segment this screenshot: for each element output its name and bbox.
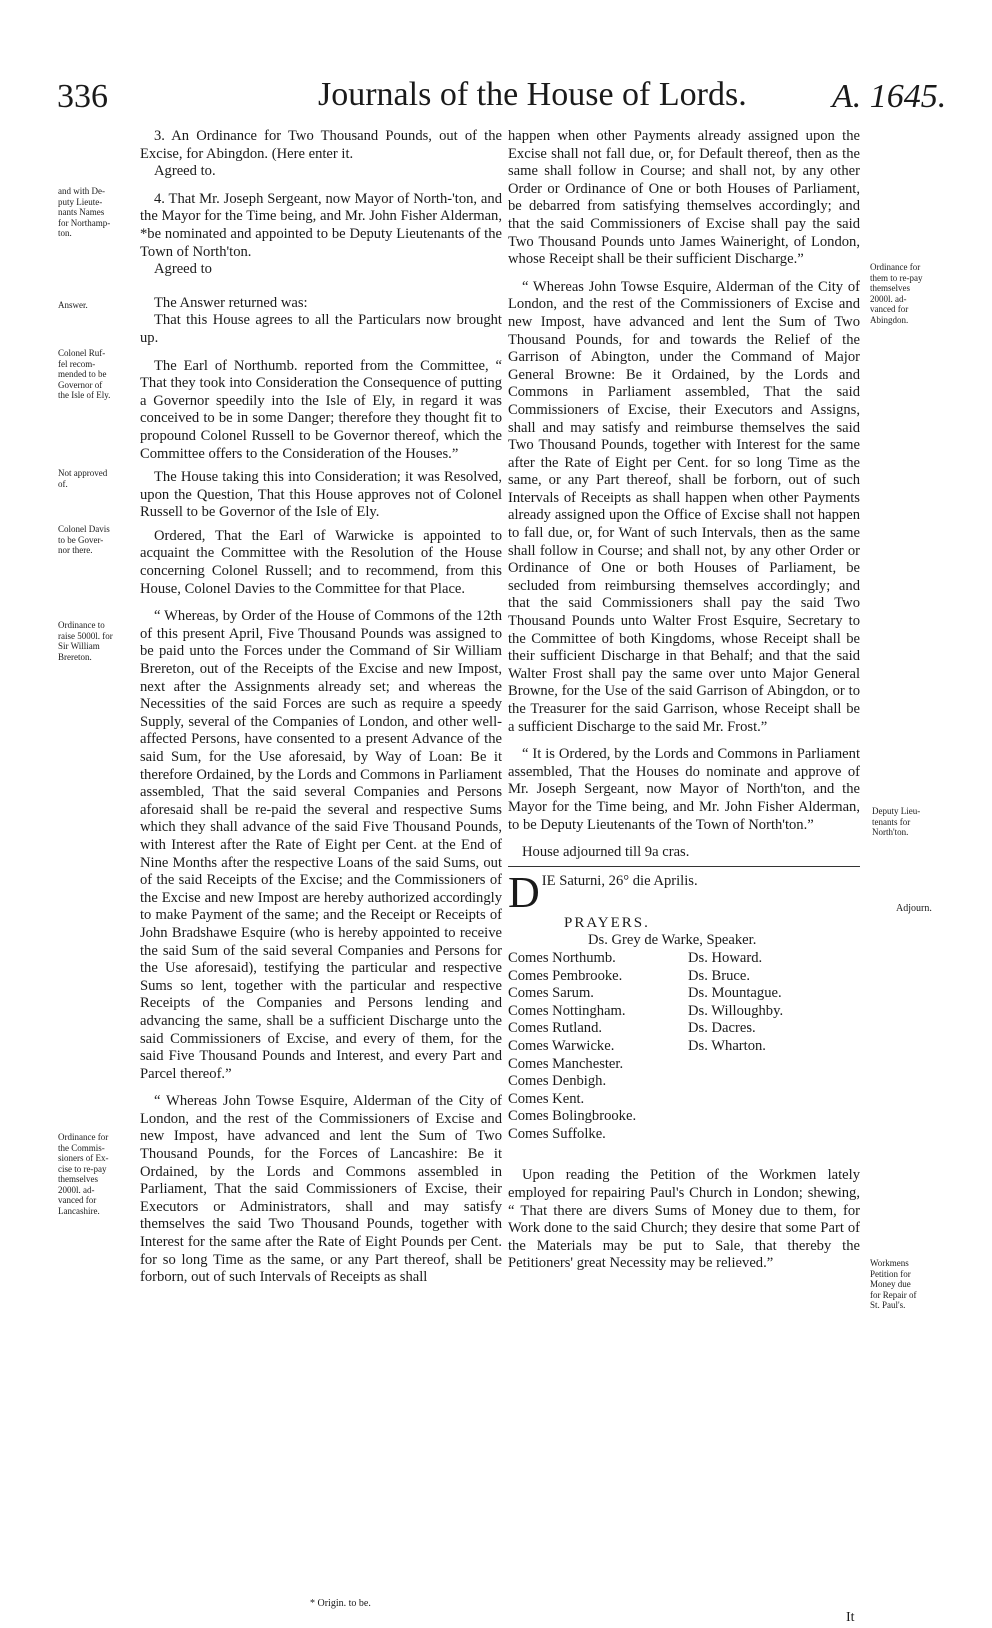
left-column — [140, 128, 502, 1287]
prayers-heading: PRAYERS. — [564, 914, 650, 931]
day-heading-text: IE Saturni, 26° die Aprilis. — [541, 872, 698, 889]
list-item: Comes Denbigh. — [508, 1073, 607, 1090]
page-number: 336 — [57, 78, 108, 115]
list-item: Comes Rutland. — [508, 1020, 603, 1037]
answer-heading: The Answer returned was: — [154, 294, 308, 311]
list-item: Ds. Wharton. — [688, 1037, 766, 1054]
list-item: Comes Kent. — [508, 1090, 585, 1107]
list-item: Ds. Howard. — [688, 949, 763, 966]
day-heading — [508, 867, 860, 917]
workmen-petition: Upon reading the Petition of the Workmen lately employed for repairing Paul's Church in London; shewing, “ That there are divers Sums of Money due to them, for Work done to the said Church; they desire that some Part of the Materials may be put to Sale, that thereby the Petitioners' great Necessity may be relieved.” — [508, 1167, 860, 1272]
margin-note-lancashire: Ordinance for the Commis- sioners of Ex- cise to re-pay themselves 2000l. ad- vanced for Lancashire. — [58, 1132, 109, 1216]
list-item: Comes Bolingbrooke. — [508, 1108, 637, 1125]
margin-note-deputy-lieutenants: and with De- puty Lieute- nants Names for Northamp- ton. — [58, 186, 111, 238]
margin-note-brereton: Ordinance to raise 5000l. for Sir William Brereton. — [58, 620, 113, 662]
list-item: Ds. Bruce. — [688, 967, 751, 984]
house-adjourned: House adjourned till 9a cras. — [522, 844, 690, 861]
speaker-line: Ds. Grey de Warke, Speaker. — [588, 932, 757, 949]
running-title: Journals of the House of Lords. — [318, 76, 747, 113]
page-header — [0, 72, 992, 122]
paragraph-ordered-warwicke: Ordered, That the Earl of Warwicke is appointed to acquaint the Committee with the Resolution of the House concerning Colonel Russell; and to recommend, from this House, Colonel Davies to the Committee for that Place. — [140, 527, 502, 597]
list-item: Comes Northumb. — [508, 949, 616, 966]
list-item: Comes Nottingham. — [508, 1002, 626, 1019]
drop-cap: D — [508, 867, 540, 917]
list-item: Comes Suffolke. — [508, 1125, 606, 1142]
attendance-comites — [508, 950, 688, 1144]
margin-note-colonel-russell: Colonel Ruf- fel recom- mended to be Governor of the Isle of Ely. — [58, 348, 111, 400]
answer-text: That this House agrees to all the Particulars now brought up. — [140, 312, 502, 346]
paragraph-russell-resolved: The House taking this into Consideration; it was Resolved, upon the Question, That this House approves not of Colonel Russell to be Governor of the Isle of Ely. — [140, 469, 502, 521]
list-item: Ds. Mountague. — [688, 985, 782, 1002]
margin-note-colonel-davis: Colonel Davis to be Gover- nor there. — [58, 524, 110, 555]
attendance-domini — [688, 950, 783, 1144]
list-item: Comes Manchester. — [508, 1055, 624, 1072]
margin-note-abingdon: Ordinance for them to re-pay themselves 2000l. ad- vanced for Abingdon. — [870, 262, 923, 325]
list-item: Ds. Dacres. — [688, 1020, 756, 1037]
list-item: Ds. Willoughby. — [688, 1002, 784, 1019]
ordinance-brereton: “ Whereas, by Order of the House of Commons of the 12th of this present April, Five Thousand Pounds was assigned to be paid unto the Forces under the Command of Sir William Brereton, out of the Receipts of the Excise and new Impost, next after the Assignments already set; and whereas the Necessities of the said Forces are such as require a speedy Supply, several of the Companies of London, and other well-affected Persons, have consented to a present Advance of the said Sum, for the Use aforesaid, by Way of Loan: Be it therefore Ordained, by the Lords and Commons in Parliament assembled, That the said several Companies and Persons aforesaid shall be re-paid the several and respective Sums which they shall advance of the said Five Thousand Pounds, with Interest after the Rate of Eight per Cent. at the End of Nine Months after the respective Loans of the said Sums, out of the said Receipts of the Excise; and the Commissioners of the Excise and new Impost are hereby authorized accordingly to make Payment of the same; and the Receipt or Receipts of John Bradshawe Esquire (who is hereby appointed to receive the said Sum of the said several Companies and Persons for the Use aforesaid), testifying the particular and respective Sums so lent, together with the particular and respective Receipts of the Companies and Persons lending and advancing the same, shall be a sufficient Discharge unto the said Commissioners of Excise, and every of them, for the said Five Thousand Pounds and Interest, and every Part and Parcel thereof.” — [140, 608, 502, 1082]
paragraph-item-3: 3. An Ordinance for Two Thousand Pounds, out of the Excise, for Abingdon. (Here enter it. — [140, 128, 502, 162]
paragraph-item-4: 4. That Mr. Joseph Sergeant, now Mayor of North-'ton, and the Mayor for the Time being, and Mr. John Fisher Alderman, *be nominated and appointed to be Deputy Lieutenants of the Town of North'ton. — [140, 190, 502, 260]
right-column — [508, 128, 860, 1273]
ordinance-lancashire: “ Whereas John Towse Esquire, Alderman of the City of London, and the rest of the Commissioners of Excise and new Impost, have advanced and lent the Sum of Two Thousand Pounds, for the Forces of Lancashire: Be it Ordained, by the Lords and Commons assembled in Parliament, That the said Commissioners of Excise, their Executors or Administrators, shall and may satisfy themselves the said Two Thousand Pounds, together with Interest for the same after the Rate of Eight Pounds per Cent. for so long Time as the same, or any Part thereof, shall be forborn, out of such Intervals of Receipts as shall — [140, 1093, 502, 1286]
agreed-to: Agreed to — [154, 261, 212, 278]
section-divider — [508, 866, 860, 867]
continued-text: happen when other Payments already assigned upon the Excise shall not fall due, or, for Default thereof, then as the same shall follow in Course; and shall not, by any other Order or Ordinance of One or both Houses of Parliament, be debarred from satisfying themselves accordingly; and that the said Commissioners of Excise shall pay the said Two Thousand Pounds unto James Waineright, of London, whose Receipt shall be their sufficient Discharge.” — [508, 128, 860, 268]
margin-note-answer: Answer. — [58, 300, 88, 310]
list-item: Comes Warwicke. — [508, 1037, 615, 1054]
catchword: It — [846, 1610, 855, 1625]
list-item: Comes Sarum. — [508, 985, 594, 1002]
paragraph-russell-report: The Earl of Northumb. reported from the Committee, “ That they took into Consideration the Consequence of putting a Governor speedily into the Isle of Ely, in regard it was conceived to be in some Danger; therefore they thought fit to propound Colonel Russell to be Governor thereof, which the Committee offers to the Consideration of the Houses.” — [140, 357, 502, 462]
year: A. 1645. — [832, 78, 947, 115]
ordered-deputy-lieutenants: “ It is Ordered, by the Lords and Commons in Parliament assembled, That the Houses do nominate and approve of Mr. Joseph Sergeant, now Mayor of North'ton, and the Mayor for the Time being, and Mr. John Fisher Alderman, to be Deputy Lieutenants of the Town of North'ton.” — [508, 746, 860, 833]
margin-note-not-approved: Not approved of. — [58, 468, 108, 489]
list-item: Comes Pembrooke. — [508, 967, 623, 984]
footnote: * Origin. to be. — [310, 1598, 371, 1609]
attendance-list — [508, 950, 860, 1144]
margin-note-adjourn: Adjourn. — [896, 903, 932, 914]
ordinance-abingdon: “ Whereas John Towse Esquire, Alderman of the City of London, and the rest of the Commissioners of Excise and new Impost, have advanced and lent the Sum of Two Thousand Pounds, for and towards the Relief of the Garrison of Abington, under the Command of Major General Browne: Be it Ordained, by the Lords and Commons in Parliament assembled, That the said Commissioners of Excise, their Executors and Assigns, shall and may satisfy and reimburse themselves the said Two Thousand Pounds, together with Interest for the same after the Rate of Eight per Cent. for so long Time as the same, or any Part thereof, shall be forborn, out of such Intervals of Receipts as shall happen when other Payments already assigned upon the Office of Excise shall not happen to fall due, or, for Want of such Intervals, then as the same shall follow in Course; and shall not, by any other Order or Ordinance of One or both Houses of Parliament, be secluded from reimbursing themselves accordingly; and that the said Commissioners shall pay the said Two Thousand Pounds unto Walter Frost Esquire, Secretary to the Committee of both Kingdoms, whose Receipt shall be their sufficient Discharge in that Behalf; and that the said Walter Frost shall pay the same over unto Major General Browne, for the Use of the said Garrison of Abingdon, or to the Treasurer for the said Garrison, whose Receipt shall be a sufficient Discharge to the said Mr. Frost.” — [508, 278, 860, 735]
agreed-to: Agreed to. — [154, 163, 216, 180]
margin-note-workmens-petition: Workmens Petition for Money due for Repair of St. Paul's. — [870, 1258, 917, 1310]
margin-note-deputy-northton: Deputy Lieu- tenants for North'ton. — [872, 806, 921, 837]
